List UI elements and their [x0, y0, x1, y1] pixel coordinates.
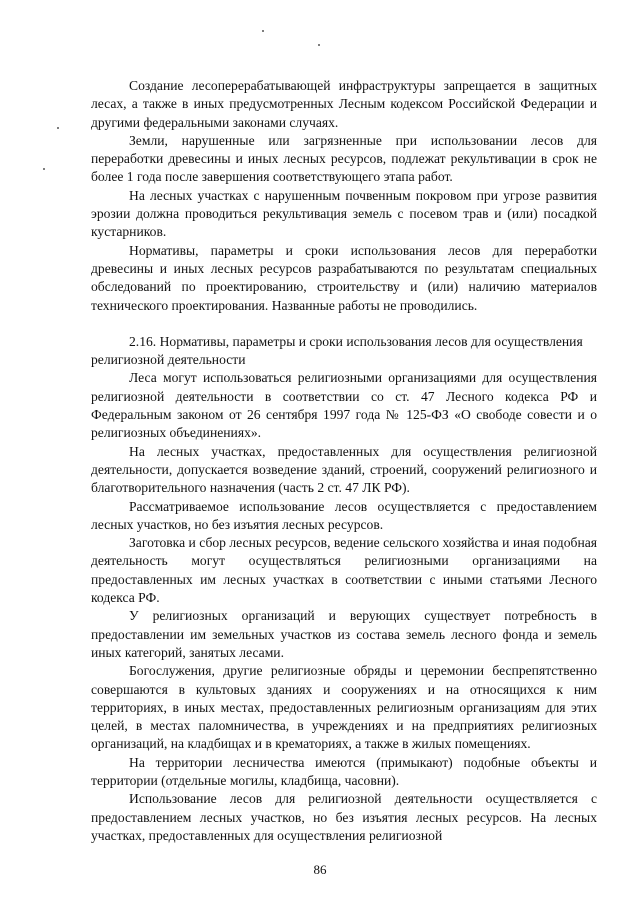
scan-speck [318, 44, 320, 46]
paragraph-infrastructure: Создание лесоперерабатывающей инфраструктуры запрещается в защитных лесах, а также в иных предусмотренных Лесным кодексом Российской Федерации и другими федеральными законами случаях. [91, 78, 597, 130]
scan-speck [57, 127, 59, 129]
paragraph-norms-processing: Нормативы, параметры и сроки использования лесов для переработки древесины и иных лесных ресурсов разрабатываются по результатам специальных обследований по проектированию, строительству и (или) наличию материалов технического проектирования. Названные работы не проводились. [91, 242, 597, 313]
paragraph-land-reclamation: Земли, нарушенные или загрязненные при использовании лесов для переработки древесины и иных лесных ресурсов, подлежат рекультивации в срок не более 1 года после завершения соответствующего этапа работ. [91, 132, 597, 185]
paragraph-existing-objects: На территории лесничества имеются (примыкают) подобные объекты и территории (отдельные могилы, кладбища, часовни). [91, 754, 597, 788]
paragraph-gap [91, 315, 597, 333]
section-heading: 2.16. Нормативы, параметры и сроки использования лесов для осуществления религиозной деятельности [91, 333, 583, 368]
paragraph-erosion: На лесных участках с нарушенным почвенным покровом при угрозе развития эрозии должна проводиться рекультивация земель с посевом трав и (или) посадкой кустарников. [91, 187, 597, 240]
scan-speck [43, 168, 45, 170]
document-page [91, 77, 597, 845]
paragraph-use-of-forests: Использование лесов для религиозной деятельности осуществляется с предоставлением лесных участков, но без изъятия лесных ресурсов. На лесных участках, предоставленных для осуществления религиозной [91, 791, 597, 843]
paragraph-without-withdrawal: Рассматриваемое использование лесов осуществляется с предоставлением лесных участков, но без изъятия лесных ресурсов. [91, 498, 597, 532]
paragraph-harvesting: Заготовка и сбор лесных ресурсов, ведение сельского хозяйства и иная подобная деятельность могут осуществляться религиозными организациями на предоставленных им лесных участках в соответствии с иными статьями Лесного кодекса РФ. [91, 535, 597, 606]
paragraph-land-need: У религиозных организаций и верующих существует потребность в предоставлении им земельных участков из состава земель лесного фонда и земель иных категорий, занятых лесами. [91, 608, 597, 660]
paragraph-construction: На лесных участках, предоставленных для осуществления религиозной деятельности, допускается возведение зданий, строений, сооружений религиозного и благотворительного назначения (часть 2 ст. 47 ЛК РФ). [91, 443, 597, 496]
page-number: 86 [313, 862, 327, 877]
scan-speck [262, 30, 264, 32]
paragraph-worship: Богослужения, другие религиозные обряды и церемонии беспрепятственно совершаются в культовых зданиях и сооружениях и на относящихся к ним территориях, в иных местах, предоставленных религиозным организациям для этих целей, в местах паломничества, в учреждениях и на предприятиях религиозных организаций, на кладбищах и в крематориях, а также в жилых помещениях. [91, 663, 597, 752]
paragraph-religious-use: Леса могут использоваться религиозными организациями для осуществления религиозной деятельности в соответствии со ст. 47 Лесного кодекса РФ и Федеральным законом от 26 сентября 1997 года № 125-ФЗ «О свободе совести и о религиозных объединениях». [91, 370, 597, 441]
